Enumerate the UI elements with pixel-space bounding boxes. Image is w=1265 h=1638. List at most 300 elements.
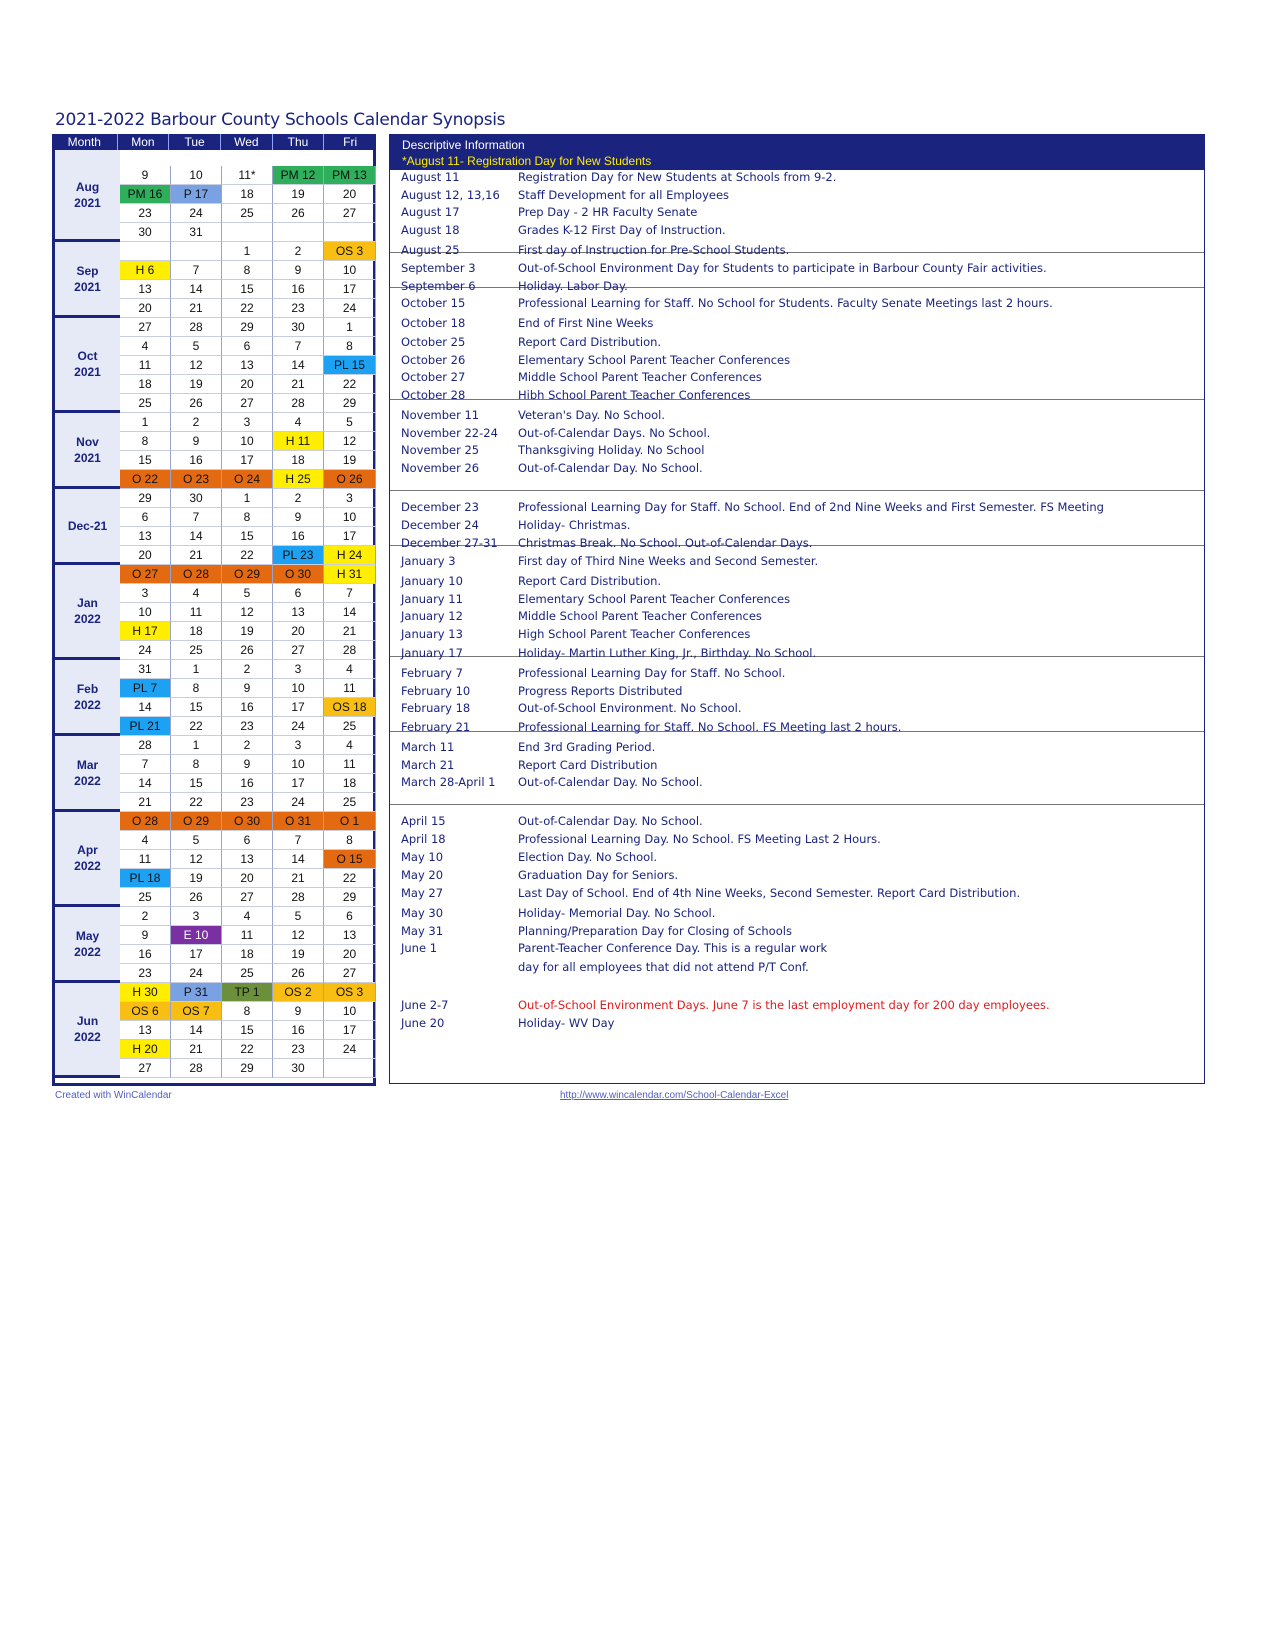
calendar-day-cell: 13 — [120, 527, 171, 546]
month-year: 2021 — [74, 450, 101, 465]
event-date: May 30 — [401, 906, 444, 920]
event-date: May 20 — [401, 868, 444, 882]
event-description: Holiday. Labor Day. — [518, 279, 628, 293]
event-description: Registration Day for New Students at Schools from 9-2. — [518, 170, 837, 184]
calendar-day-cell: 14 — [120, 774, 171, 793]
calendar-day-cell: 27 — [120, 1059, 171, 1078]
calendar-day-cell: 6 — [222, 831, 273, 850]
header-tue: Tue — [169, 134, 221, 150]
calendar-day-cell: 19 — [171, 375, 222, 394]
footer-link[interactable]: http://www.wincalendar.com/School-Calendar-Excel — [560, 1090, 789, 1101]
event-row — [390, 170, 1200, 186]
calendar-day-cell: 5 — [171, 337, 222, 356]
calendar-day-cell: 7 — [171, 508, 222, 527]
event-date: February 21 — [401, 720, 471, 734]
calendar-day-cell: 18 — [324, 774, 376, 793]
event-date: October 27 — [401, 370, 466, 384]
event-description: Staff Development for all Employees — [518, 188, 730, 202]
calendar-day-cell: 9 — [222, 755, 273, 774]
event-description: Grades K-12 First Day of Instruction. — [518, 223, 726, 237]
calendar-day-cell: 17 — [273, 698, 324, 717]
calendar-day-cell: 24 — [324, 1040, 376, 1059]
calendar-day-cell: 1 — [222, 489, 273, 508]
calendar-day-cell: 24 — [273, 717, 324, 736]
calendar-day-cell: 25 — [222, 964, 273, 983]
calendar-day-cell: 18 — [222, 945, 273, 964]
event-description: First day of Instruction for Pre-School Students. — [518, 243, 790, 257]
calendar-day-cell: 5 — [273, 907, 324, 926]
event-description: End 3rd Grading Period. — [518, 740, 656, 754]
calendar-day-cell: PM 13 — [324, 166, 376, 185]
calendar-day-cell: 18 — [120, 375, 171, 394]
event-description: Holiday- Martin Luther King, Jr., Birthday. No School. — [518, 646, 817, 660]
calendar-day-cell: 29 — [222, 1059, 273, 1078]
calendar-day-cell: PL 21 — [120, 717, 171, 736]
calendar-day-cell: 7 — [273, 337, 324, 356]
event-description: Middle School Parent Teacher Conferences — [518, 609, 762, 623]
calendar-day-cell: 1 — [171, 660, 222, 679]
event-description: Report Card Distribution — [518, 758, 658, 772]
event-date: April 18 — [401, 832, 446, 846]
event-row — [390, 592, 1200, 608]
event-description: Report Card Distribution. — [518, 335, 662, 349]
event-row — [390, 316, 1200, 332]
calendar-day-cell: 16 — [171, 451, 222, 470]
event-description: Professional Learning for Staff. No School. FS Meeting last 2 hours. — [518, 720, 902, 734]
month-year: 2022 — [74, 859, 101, 873]
event-date: December 24 — [401, 518, 479, 532]
event-description: Out-of-School Environment Days. June 7 is the last employment day for 200 day employees. — [518, 998, 1050, 1012]
event-date: May 27 — [401, 886, 444, 900]
calendar-day-cell: 26 — [273, 964, 324, 983]
event-date: January 3 — [401, 554, 456, 568]
month-label — [55, 413, 120, 489]
event-row — [390, 243, 1200, 259]
calendar-day-cell: 11 — [120, 850, 171, 869]
calendar-day-cell: 22 — [222, 299, 273, 318]
calendar-day-cell: 11 — [324, 755, 376, 774]
event-row — [390, 960, 1200, 976]
calendar-day-cell: 1 — [120, 413, 171, 432]
calendar-day-cell: 8 — [171, 755, 222, 774]
calendar-day-cell: O 30 — [273, 565, 324, 584]
calendar-day-cell: 23 — [120, 204, 171, 223]
event-row — [390, 868, 1200, 884]
calendar-day-cell: 17 — [324, 527, 376, 546]
month-name: Apr — [77, 843, 98, 857]
calendar-day-cell: 21 — [171, 546, 222, 565]
calendar-day-cell: H 31 — [324, 565, 376, 584]
calendar-day-cell: 2 — [273, 242, 324, 261]
event-date: October 15 — [401, 296, 466, 310]
event-date: February 18 — [401, 701, 471, 715]
calendar-day-cell: 15 — [171, 774, 222, 793]
calendar-day-cell: 11 — [171, 603, 222, 622]
event-row — [390, 924, 1200, 940]
calendar-day-cell: 6 — [324, 907, 376, 926]
month-year: 2022 — [74, 773, 101, 788]
event-description: Professional Learning Day for Staff. No School. End of 2nd Nine Weeks and First Semester. FS Meeting — [518, 500, 1104, 514]
event-date: February 10 — [401, 684, 471, 698]
calendar-day-cell: 22 — [222, 1040, 273, 1059]
event-row — [390, 609, 1200, 625]
calendar-day-cell: 22 — [324, 375, 376, 394]
calendar-day-cell: 12 — [171, 850, 222, 869]
calendar-day-cell: 3 — [273, 736, 324, 755]
info-header-title: Descriptive Information — [402, 138, 525, 152]
event-description: Planning/Preparation Day for Closing of Schools — [518, 924, 792, 938]
page-title: 2021-2022 Barbour County Schools Calendar Synopsis — [55, 110, 506, 130]
event-date: November 26 — [401, 461, 480, 475]
calendar-day-cell: 28 — [324, 641, 376, 660]
calendar-day-cell — [324, 223, 376, 242]
event-description: Holiday- Christmas. — [518, 518, 631, 532]
calendar-day-cell: 9 — [273, 508, 324, 527]
event-description: Parent-Teacher Conference Day. This is a regular work — [518, 941, 828, 955]
event-description: End of First Nine Weeks — [518, 316, 654, 330]
event-description: Elementary School Parent Teacher Conferences — [518, 592, 791, 606]
calendar-day-cell: 11 — [222, 926, 273, 945]
calendar-day-cell: 13 — [120, 280, 171, 299]
header-mon: Mon — [118, 134, 170, 150]
month-name: Dec-21 — [67, 518, 108, 533]
calendar-day-cell: 1 — [171, 736, 222, 755]
month-label — [55, 242, 120, 318]
calendar-day-cell: 5 — [324, 413, 376, 432]
calendar-day-cell: H 6 — [120, 261, 171, 280]
calendar-day-cell: 30 — [273, 1059, 324, 1078]
calendar-day-cell: 8 — [222, 1002, 273, 1021]
calendar-day-cell: O 28 — [120, 812, 171, 831]
calendar-day-cell: 3 — [120, 584, 171, 603]
descriptive-information-panel — [389, 134, 1205, 1084]
event-row — [390, 666, 1200, 682]
event-row — [390, 758, 1200, 774]
event-description: Progress Reports Distributed — [518, 684, 683, 698]
event-date: August 11 — [401, 170, 460, 184]
month-label — [55, 318, 120, 413]
calendar-day-cell: 19 — [171, 869, 222, 888]
event-date: March 28-April 1 — [401, 775, 496, 789]
calendar-day-cell: 30 — [171, 489, 222, 508]
calendar-day-cell: P 31 — [171, 983, 222, 1002]
event-row — [390, 279, 1200, 295]
calendar-day-cell: 15 — [171, 698, 222, 717]
month-label — [55, 489, 120, 565]
event-row — [390, 1016, 1200, 1032]
event-date: December 27-31 — [401, 536, 498, 550]
calendar-day-cell: 28 — [171, 1059, 222, 1078]
event-description: Professional Learning Day for Staff. No School. — [518, 666, 786, 680]
calendar-day-cell: P 17 — [171, 185, 222, 204]
calendar-day-cell: 20 — [222, 869, 273, 888]
calendar-day-cell: O 29 — [171, 812, 222, 831]
event-description: Last Day of School. End of 4th Nine Weeks, Second Semester. Report Card Distribution. — [518, 886, 1021, 900]
calendar-day-cell — [120, 242, 171, 261]
calendar-day-cell: E 10 — [171, 926, 222, 945]
calendar-day-cell: 31 — [171, 223, 222, 242]
calendar-day-cell: 24 — [171, 964, 222, 983]
calendar-grid — [52, 150, 376, 1086]
calendar-day-cell: 9 — [222, 679, 273, 698]
event-row — [390, 720, 1200, 736]
calendar-day-cell: 2 — [222, 660, 273, 679]
event-row — [390, 886, 1200, 902]
calendar-day-cell: 30 — [273, 318, 324, 337]
event-date: January 12 — [401, 609, 463, 623]
event-date: January 10 — [401, 574, 463, 588]
calendar-day-cell — [273, 223, 324, 242]
month-name: Feb — [76, 681, 99, 696]
calendar-day-cell: 9 — [171, 432, 222, 451]
calendar-day-cell: O 15 — [324, 850, 376, 869]
calendar-day-cell: 10 — [273, 679, 324, 698]
calendar-day-cell: 29 — [324, 888, 376, 907]
month-name: Sep — [76, 263, 99, 278]
calendar-day-cell: 23 — [222, 717, 273, 736]
calendar-day-cell: 4 — [120, 831, 171, 850]
calendar-day-cell: 10 — [324, 508, 376, 527]
calendar-day-cell: 21 — [120, 793, 171, 812]
event-row — [390, 740, 1200, 756]
calendar-day-cell: 20 — [324, 185, 376, 204]
section-divider — [390, 490, 1204, 491]
month-year: 2021 — [74, 195, 101, 210]
calendar-day-cell: 25 — [120, 888, 171, 907]
event-date: June 2-7 — [401, 998, 449, 1012]
event-row — [390, 518, 1200, 534]
calendar-day-cell: 19 — [273, 185, 324, 204]
event-row — [390, 814, 1200, 830]
month-name: Jan — [77, 596, 98, 610]
event-description: Middle School Parent Teacher Conferences — [518, 370, 762, 384]
event-description: Thanksgiving Holiday. No School — [518, 443, 705, 457]
event-description: Hibh School Parent Teacher Conferences — [518, 388, 751, 402]
event-description: Elementary School Parent Teacher Conferences — [518, 353, 791, 367]
event-row — [390, 426, 1200, 442]
calendar-day-cell: 20 — [324, 945, 376, 964]
calendar-day-cell: OS 7 — [171, 1002, 222, 1021]
event-date: May 10 — [401, 850, 444, 864]
calendar-day-cell: O 26 — [324, 470, 376, 489]
event-date: October 25 — [401, 335, 466, 349]
calendar-day-cell: 29 — [222, 318, 273, 337]
event-row — [390, 353, 1200, 369]
event-date: January 17 — [401, 646, 463, 660]
calendar-day-cell: 27 — [120, 318, 171, 337]
calendar-day-cell — [324, 1059, 376, 1078]
calendar-day-cell: PL 7 — [120, 679, 171, 698]
event-row — [390, 684, 1200, 700]
calendar-day-cell: 27 — [324, 964, 376, 983]
calendar-day-cell: 22 — [324, 869, 376, 888]
calendar-day-cell: PM 16 — [120, 185, 171, 204]
calendar-day-cell: 26 — [171, 888, 222, 907]
calendar-day-cell: 23 — [273, 299, 324, 318]
event-description: day for all employees that did not attend P/T Conf. — [518, 960, 809, 974]
event-date: March 11 — [401, 740, 455, 754]
calendar-day-cell: 10 — [120, 603, 171, 622]
event-row — [390, 850, 1200, 866]
month-label — [55, 660, 120, 736]
event-description: Out-of-School Environment Day for Students to participate in Barbour County Fair activities. — [518, 261, 1047, 275]
event-date: March 21 — [401, 758, 455, 772]
event-date: August 17 — [401, 205, 460, 219]
event-row — [390, 832, 1200, 848]
calendar-day-cell: H 24 — [324, 546, 376, 565]
calendar-day-cell: 6 — [120, 508, 171, 527]
event-row — [390, 536, 1200, 552]
calendar-day-cell: 25 — [324, 793, 376, 812]
event-date: May 31 — [401, 924, 444, 938]
event-row — [390, 554, 1200, 570]
event-row — [390, 205, 1200, 221]
calendar-day-cell: 28 — [273, 394, 324, 413]
calendar-day-cell: 6 — [222, 337, 273, 356]
calendar-day-cell: 24 — [324, 299, 376, 318]
calendar-day-cell: 11* — [222, 166, 273, 185]
calendar-day-cell: 13 — [324, 926, 376, 945]
event-row — [390, 296, 1200, 312]
calendar-day-cell — [222, 223, 273, 242]
calendar-day-cell: TP 1 — [222, 983, 273, 1002]
month-label — [55, 736, 120, 812]
calendar-day-cell: PL 15 — [324, 356, 376, 375]
header-fri: Fri — [343, 135, 358, 149]
calendar-day-cell: 10 — [324, 261, 376, 280]
calendar-day-cell: 26 — [171, 394, 222, 413]
calendar-day-cell: PM 12 — [273, 166, 324, 185]
event-description: First day of Third Nine Weeks and Second Semester. — [518, 554, 819, 568]
calendar-day-cell: 4 — [120, 337, 171, 356]
calendar-day-cell: 16 — [273, 280, 324, 299]
calendar-day-cell: 28 — [273, 888, 324, 907]
event-row — [390, 627, 1200, 643]
calendar-day-cell: 23 — [120, 964, 171, 983]
calendar-day-cell: 18 — [273, 451, 324, 470]
event-date: October 18 — [401, 316, 466, 330]
calendar-day-cell: 13 — [222, 850, 273, 869]
calendar-day-cell: 1 — [324, 318, 376, 337]
calendar-day-cell: 23 — [222, 793, 273, 812]
event-row — [390, 906, 1200, 922]
calendar-day-cell: 19 — [324, 451, 376, 470]
calendar-day-cell: 9 — [273, 1002, 324, 1021]
calendar-day-cell: 20 — [222, 375, 273, 394]
calendar-day-cell: 8 — [222, 261, 273, 280]
calendar-day-cell: 15 — [120, 451, 171, 470]
calendar-day-cell: 7 — [120, 755, 171, 774]
calendar-header — [52, 134, 376, 150]
event-row — [390, 188, 1200, 204]
calendar-day-cell: 7 — [324, 584, 376, 603]
calendar-day-cell: 14 — [120, 698, 171, 717]
calendar-day-cell: 16 — [120, 945, 171, 964]
calendar-day-cell: O 31 — [273, 812, 324, 831]
calendar-day-cell: 22 — [171, 793, 222, 812]
month-name: Mar — [76, 757, 99, 772]
month-name: Oct — [77, 349, 98, 363]
calendar-day-cell: 13 — [120, 1021, 171, 1040]
calendar-day-cell: 12 — [324, 432, 376, 451]
calendar-day-cell: 27 — [324, 204, 376, 223]
calendar-day-cell: 26 — [273, 204, 324, 223]
event-description: Out-of-Calendar Day. No School. — [518, 775, 703, 789]
calendar-day-cell: 12 — [273, 926, 324, 945]
calendar-day-cell: O 28 — [171, 565, 222, 584]
calendar-day-cell: 7 — [273, 831, 324, 850]
month-label — [55, 150, 120, 242]
calendar-day-cell: 18 — [222, 185, 273, 204]
calendar-day-cell: OS 6 — [120, 1002, 171, 1021]
month-label — [55, 565, 120, 660]
calendar-day-cell: OS 3 — [324, 242, 376, 261]
calendar-day-cell: 22 — [222, 546, 273, 565]
calendar-day-cell: 21 — [273, 375, 324, 394]
calendar-day-cell: 27 — [222, 394, 273, 413]
calendar-day-cell: 14 — [171, 280, 222, 299]
info-header-subtitle: *August 11- Registration Day for New Students — [402, 154, 652, 168]
calendar-day-cell: 17 — [171, 945, 222, 964]
event-date: June 1 — [401, 941, 438, 955]
month-name: Nov — [76, 434, 99, 449]
month-name: Jun — [76, 1014, 99, 1028]
calendar-day-cell: 9 — [273, 261, 324, 280]
calendar-day-cell: 4 — [324, 660, 376, 679]
month-year: 2021 — [74, 279, 101, 294]
event-description: Christmas Break. No School. Out-of-Calendar Days. — [518, 536, 813, 550]
event-row — [390, 574, 1200, 590]
calendar-day-cell: O 24 — [222, 470, 273, 489]
calendar-day-cell: 18 — [171, 622, 222, 641]
calendar-day-cell: 3 — [273, 660, 324, 679]
calendar-day-cell: 31 — [120, 660, 171, 679]
month-name: Aug — [75, 179, 100, 194]
event-description: High School Parent Teacher Conferences — [518, 627, 751, 641]
event-row — [390, 775, 1200, 791]
calendar-day-cell: 9 — [120, 926, 171, 945]
calendar-day-cell: OS 2 — [273, 983, 324, 1002]
calendar-day-cell: 17 — [324, 1021, 376, 1040]
event-date: October 28 — [401, 388, 466, 402]
calendar-day-cell: 4 — [171, 584, 222, 603]
calendar-day-cell: 4 — [324, 736, 376, 755]
event-date: April 15 — [401, 814, 446, 828]
event-date: December 23 — [401, 500, 479, 514]
calendar-day-cell: 13 — [222, 356, 273, 375]
event-row — [390, 370, 1200, 386]
calendar-day-cell: 25 — [171, 641, 222, 660]
calendar-day-cell: 10 — [324, 1002, 376, 1021]
calendar-day-cell: 20 — [120, 299, 171, 318]
calendar-day-cell: 15 — [222, 1021, 273, 1040]
calendar-day-cell: 13 — [273, 603, 324, 622]
calendar-day-cell: 21 — [171, 1040, 222, 1059]
calendar-day-cell: 24 — [120, 641, 171, 660]
calendar-day-cell: O 22 — [120, 470, 171, 489]
month-year: 2022 — [74, 944, 101, 959]
event-row — [390, 261, 1200, 277]
calendar-day-cell: 2 — [171, 413, 222, 432]
event-description: Holiday- Memorial Day. No School. — [518, 906, 716, 920]
calendar-day-cell: 16 — [273, 527, 324, 546]
calendar-day-cell: 14 — [171, 1021, 222, 1040]
calendar-day-cell: 16 — [222, 698, 273, 717]
calendar-day-cell: 14 — [171, 527, 222, 546]
event-date: January 11 — [401, 592, 463, 606]
calendar-day-cell: 14 — [324, 603, 376, 622]
event-row — [390, 701, 1200, 717]
